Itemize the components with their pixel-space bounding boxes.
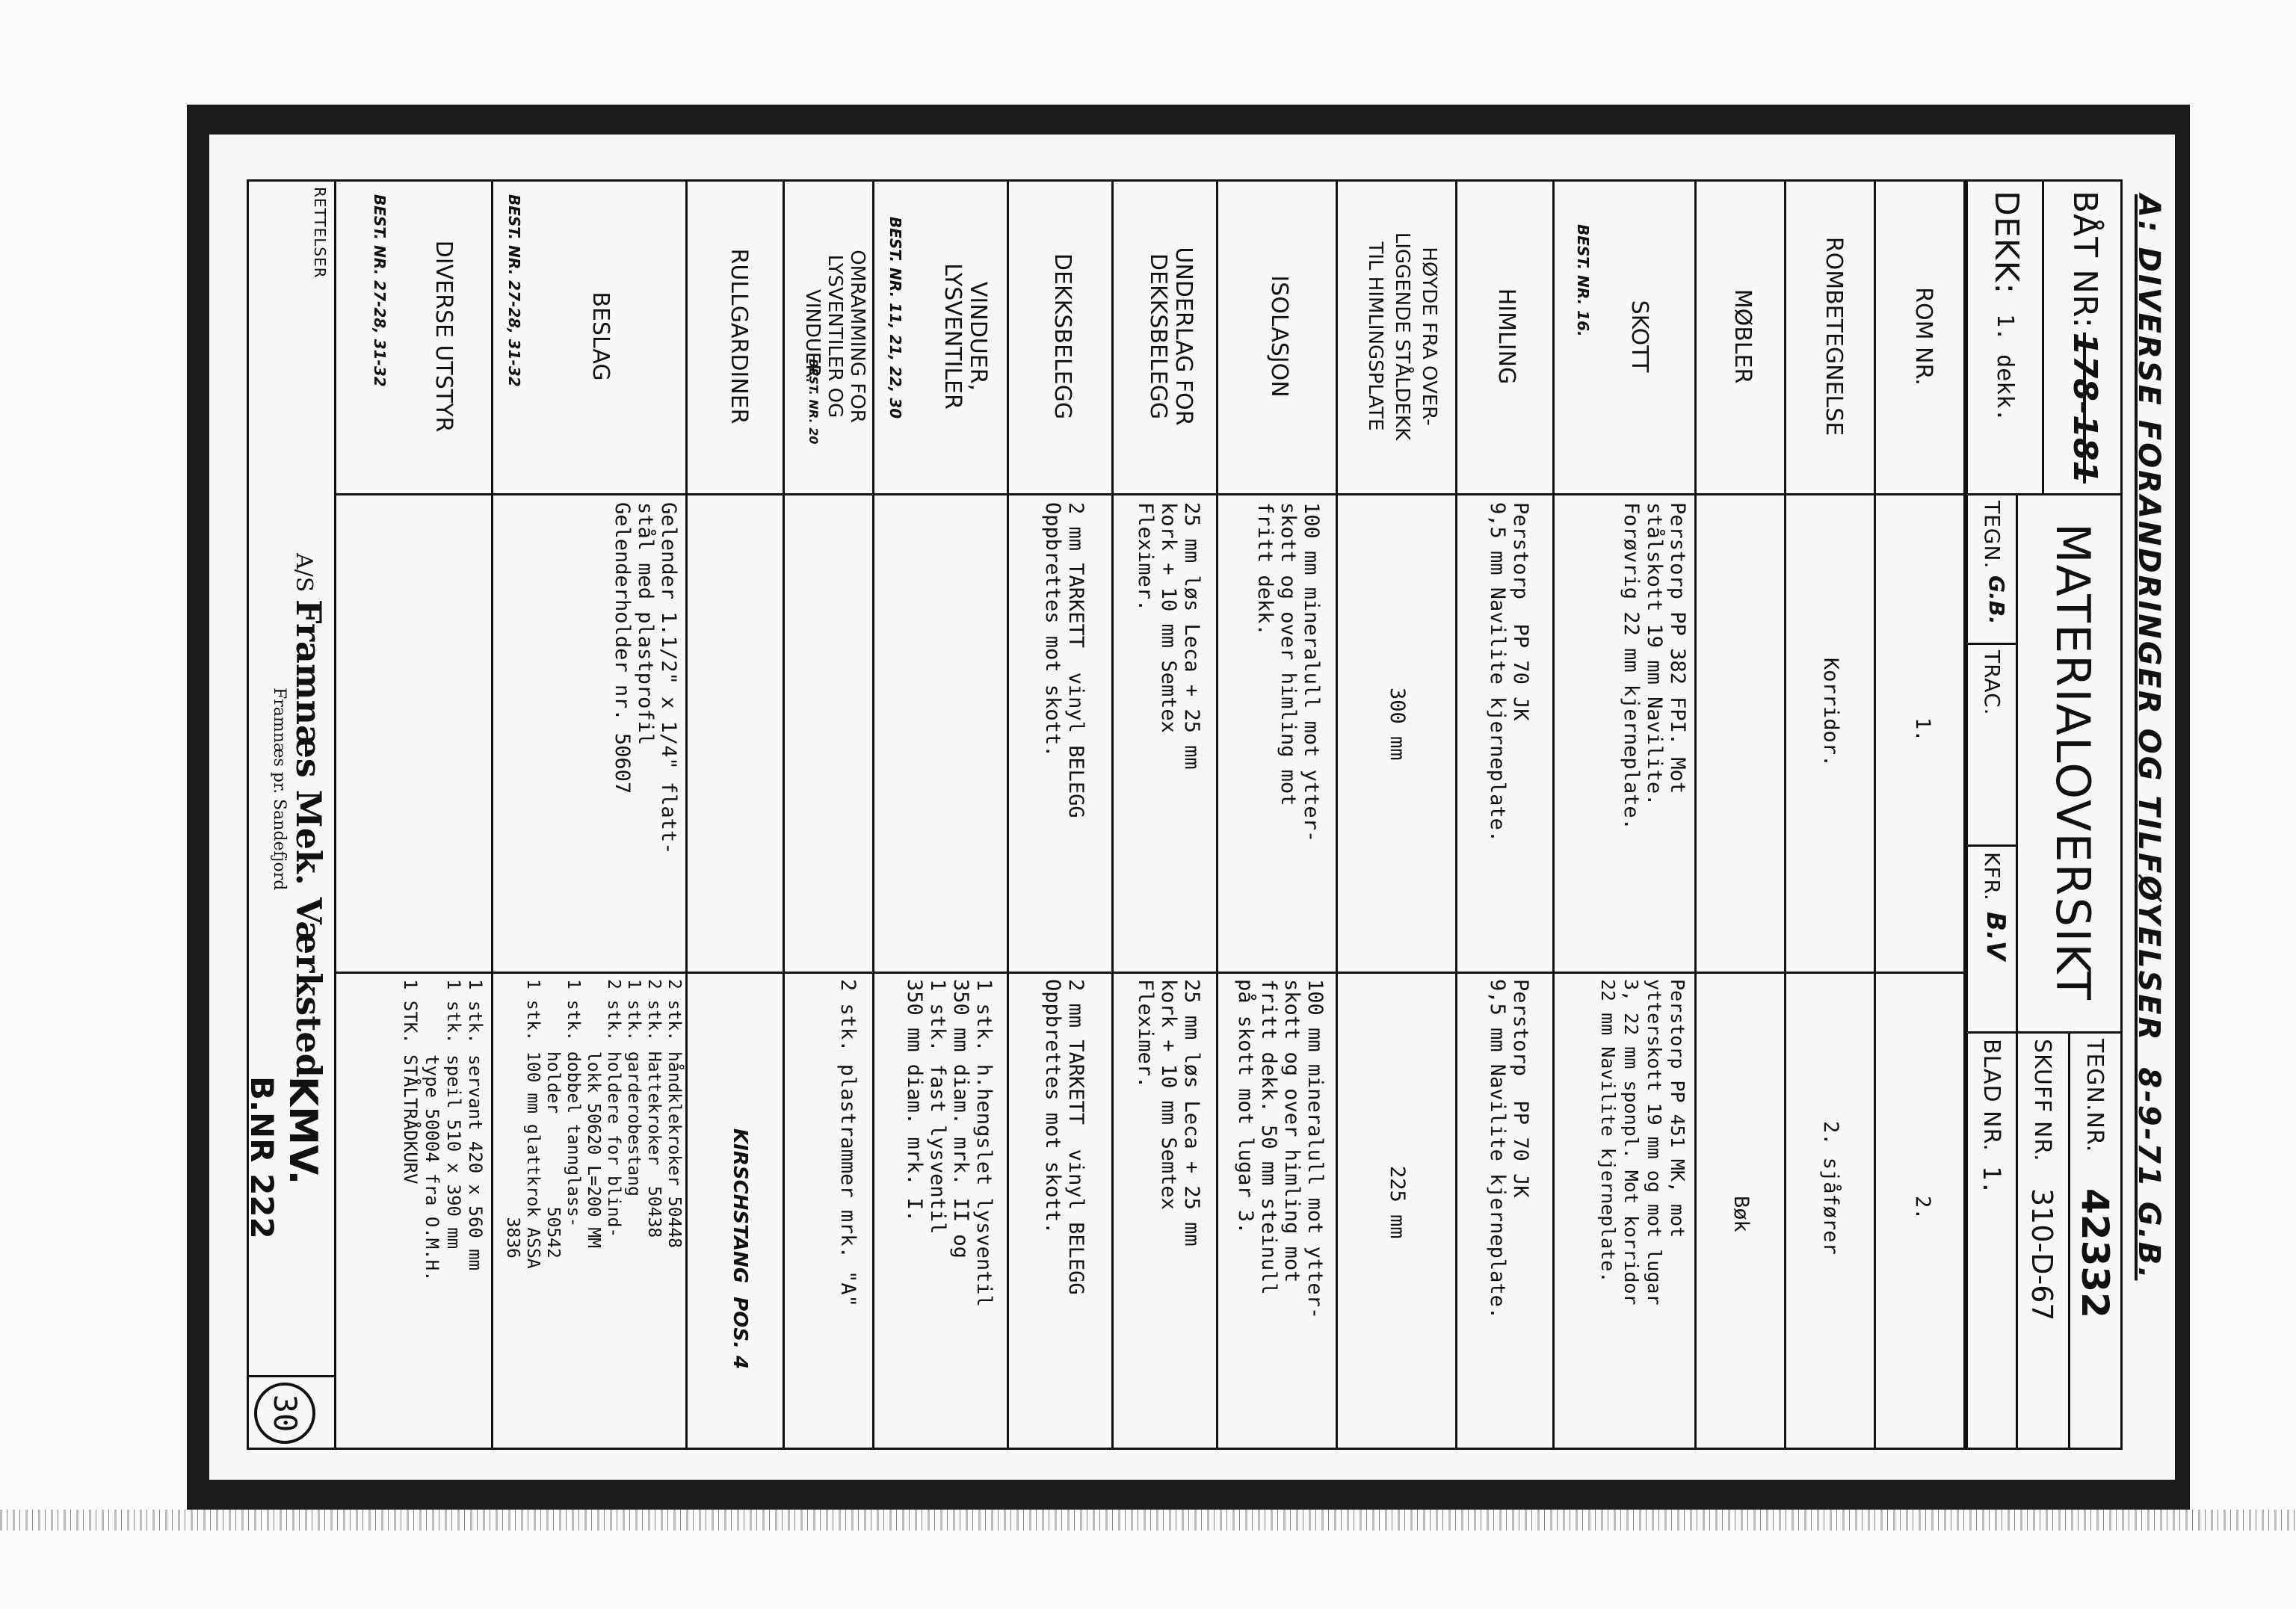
row-order-number-fittings: BEST. NR. 27-28, 31-32	[505, 194, 523, 387]
room-2-bulkhead: Perstorp PP 451 MK, mot ytterskott 19 mm og mot lugar 3, 22 mm sponpl. Mot korridor 22 mm Navilite kjerneplate.	[1597, 979, 1688, 1306]
row-label-blinds: RULLGARDINER	[726, 248, 752, 424]
traced-by-label: TRAC.	[1980, 650, 2005, 716]
row-label-height: HØYDE FRA OVER- LIGGENDE STÅLDEKK TIL HIMLINGSPLATE	[1364, 232, 1440, 441]
drawn-by-value: G.B.	[1984, 575, 2009, 625]
deck-value: 1. dekk.	[1992, 314, 2018, 422]
row-label-windows: VINDUER, LYSVENTILER	[939, 263, 991, 410]
row-label-ceiling: HIMLING	[1493, 288, 1519, 385]
b-nr-note: B.NR 222	[244, 1076, 280, 1239]
room-1-insulation: 100 mm mineralull mot ytter- skott og over himling mot fritt dekk.	[1253, 502, 1323, 843]
document-title: MATERIALOVERSIKT	[2046, 523, 2100, 1001]
film-edge-strip	[0, 1510, 2296, 1531]
room-2-framing: 2 stk. plastrammer mrk. "A"	[836, 979, 860, 1307]
room-2-height: 225 mm	[1386, 1166, 1409, 1239]
row-order-number-bulkhead: BEST. NR. 16.	[1574, 224, 1592, 337]
boat-number-value: 178-181	[2066, 333, 2104, 484]
room-2-blinds: KIRSCHSTANG POS. 4	[729, 1128, 751, 1370]
row-label-bulkhead: SKOTT	[1626, 300, 1652, 373]
kmv-note: KMV.	[280, 1076, 325, 1185]
stamp-place: Framnæs pr. Sandefjord	[270, 688, 288, 891]
boat-number-label: BÅT NR:	[2066, 191, 2104, 330]
sheet-number-value: 1.	[1978, 1166, 2006, 1195]
drawn-by-label: TEGN.	[1980, 501, 2005, 569]
row-order-number-framing: BEST. NR. 20	[806, 359, 821, 445]
room-2-fittings: 2 stk. håndklekroker 50448 2 stk. Hattekroker 50438 1 stk. garderobestang 2 stk. holdere for blind- lokk 50620 L=200 MM 1 stk. dobbel tannglass- holder 50542 1 stk. 100 mm glattkrok ASSA 3836	[503, 979, 684, 1269]
room-2-furniture: Bøk	[1729, 1196, 1753, 1232]
room-1-number: 1.	[1911, 717, 1934, 742]
material-overview-sheet	[209, 135, 2175, 1480]
room-2-ceiling: Perstorp PP 70 JK 9,5 mm Navilite kjerneplate.	[1486, 979, 1532, 1320]
page-number-circle: 30	[254, 1383, 315, 1444]
corrections-label: RETTELSER	[311, 187, 329, 279]
row-order-number-windows: BEST. NR. 11, 21, 22, 30	[886, 217, 904, 419]
row-label-room-designation: ROMBETEGNELSE	[1821, 236, 1847, 436]
drawing-number-label: TEGN.NR.	[2081, 1039, 2108, 1153]
drawing-number-value: 42332	[2073, 1188, 2117, 1318]
room-2-designation: 2. sjåfører	[1819, 1121, 1842, 1255]
drawer-number-value: 310-D-67	[2025, 1188, 2058, 1321]
drawer-number-label: SKUFF NR.	[2029, 1039, 2055, 1162]
stamp-prefix: A/S	[291, 553, 317, 593]
row-label-misc-equipment: DIVERSE UTSTYR	[430, 240, 457, 433]
row-label-insulation: ISOLASJON	[1266, 275, 1292, 398]
checked-by-label: KFR.	[1980, 852, 2005, 901]
room-2-misc-equipment: 1 stk. servant 420 x 560 mm 1 stk. speil 510 x 390 mm type 50004 fra O.M.H. 1 STK. STÅLTRÅDKURV	[400, 979, 486, 1282]
row-label-fittings: BESLAG	[587, 291, 614, 381]
stamp-company-name: Framnæs Mek. Værksted	[288, 599, 329, 1078]
row-label-deck-covering: DEKKSBELEGG	[1049, 253, 1076, 420]
row-label-deck-underlay: UNDERLAG FOR DEKKSBELEGG	[1145, 247, 1197, 426]
revision-heading: A: DIVERSE FORANDRINGER OG TILFØYELSER 8-9-71 G.B.	[2132, 194, 2166, 1281]
room-1-ceiling: Perstorp PP 70 JK 9,5 mm Navilite kjerneplate.	[1486, 502, 1532, 843]
room-1-height: 300 mm	[1386, 688, 1409, 761]
document-sheet-viewport	[209, 135, 2175, 1480]
checked-by-value: B.V	[1981, 912, 2010, 961]
row-label-room-number: ROM NR.	[1910, 287, 1937, 386]
row-order-number-misc: BEST. NR. 27-28, 31-32	[371, 194, 389, 387]
room-2-deck-covering: 2 mm TARKETT vinyl BELEGG Oppbrettes mot skott.	[1041, 979, 1087, 1295]
room-2-deck-underlay: 25 mm løs Leca + 25 mm kork + 10 mm Semtex Fleximer.	[1134, 979, 1203, 1247]
room-1-deck-covering: 2 mm TARKETT vinyl BELEGG Oppbrettes mot skott.	[1041, 502, 1087, 818]
deck-label: DEKK:	[1987, 191, 2025, 295]
room-1-bulkhead: Perstorp PP 382 FPI. Mot stålskott 19 mm Navilite. Forøvrig 22 mm kjerneplate.	[1620, 502, 1689, 830]
shipyard-stamp	[270, 553, 329, 1078]
room-1-fittings: Gelender 1.1/2" x 1/4" flatt- stål med plastprofil Gelenderholder nr. 50607	[611, 502, 680, 855]
sheet-number-label: BLAD NR.	[1978, 1039, 2005, 1152]
room-2-number: 2.	[1911, 1196, 1934, 1220]
room-2-insulation: 100 mm mineralull mot ytter- skott og over himling mot fritt dekk. 50 mm steinull på skott mot lugar 3.	[1234, 979, 1327, 1320]
row-label-furniture: MØBLER	[1729, 288, 1756, 384]
room-1-deck-underlay: 25 mm løs Leca + 25 mm kork + 10 mm Semtex Fleximer.	[1134, 502, 1203, 770]
room-2-windows: 1 stk. h.hengslet lysventil 350 mm diam. mrk. II og 1 stk. fast lysventil 350 mm diam. mrk. I.	[903, 979, 996, 1307]
row-label-framing: OMRAMMING FOR LYSVENTILER OG VINDUER.	[801, 250, 868, 423]
room-1-designation: Korridor.	[1819, 658, 1842, 768]
